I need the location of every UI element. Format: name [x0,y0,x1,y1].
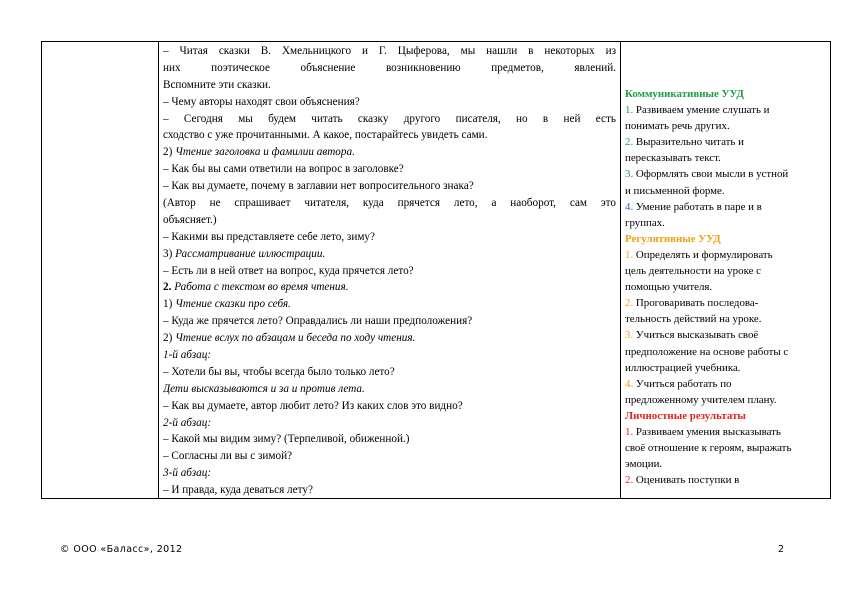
lesson-line [163,43,616,60]
uud-item-text: Учиться работать по [633,377,732,390]
uud-item-text: группах. [625,216,665,229]
line-text: Вспомните эти сказки. [163,78,271,91]
uud-item-number: 1. [625,425,634,438]
uud-item-text: и письменной форме. [625,184,725,197]
uud-line [625,408,827,424]
uud-item-text: Выразительно читать и [633,136,744,149]
uud-section-heading: Регулятивные УУД [625,232,721,245]
lesson-line [163,381,616,398]
line-text: объясняет.) [163,213,217,226]
uud-line [625,311,827,327]
uud-line [625,183,827,199]
uud-item-number: 2. [625,297,634,310]
item-number: 2) [163,332,176,345]
uud-line [625,392,827,408]
uud-item-text: эмоции. [625,458,663,471]
uud-item-text: Учиться высказывать своё [633,329,759,342]
lesson-line [163,398,616,415]
uud-line [625,327,827,343]
line-text: – Есть ли в ней ответ на вопрос, куда прячется лето? [163,264,414,277]
table-empty-column [42,42,159,498]
italic-note: 2-й абзац: [163,416,212,429]
italic-note: Дети высказываются и за и против лета. [163,382,365,395]
uud-item-text: предположение на основе работы с [625,345,789,358]
uud-item-number: 3. [625,329,634,342]
uud-item-text: понимать речь других. [625,120,730,133]
uud-item-number: 2. [625,474,634,487]
lesson-line [163,364,616,381]
uud-item-text: своё отношение к героям, выражать [625,442,792,455]
lesson-line [163,465,616,482]
lesson-line [163,296,616,313]
lesson-line [163,448,616,465]
uud-line [625,86,827,102]
lesson-line [163,144,616,161]
lesson-line [163,195,616,212]
uud-line [625,166,827,182]
italic-note: Чтение сказки про себя. [175,298,291,311]
uud-line [625,440,827,456]
lesson-line [163,313,616,330]
lesson-line [163,279,616,296]
uud-item-text: цель деятельности на уроке с [625,265,761,278]
uud-item-text: Развиваем умение слушать и [633,104,770,117]
uud-item-number: 2. [625,136,634,149]
uud-line [625,360,827,376]
uud-line [625,456,827,472]
uud-line [625,134,827,150]
uud-line [625,118,827,134]
uud-item-number: 4. [625,377,634,390]
uud-item-text: помощью учителя. [625,281,713,294]
line-text: – Как вы думаете, почему в заглавии нет вопросительного знака? [163,180,474,193]
italic-note: Рассматривание иллюстрации. [175,247,326,260]
uud-line [625,247,827,263]
uud-line [625,376,827,392]
italic-note: 3-й абзац: [163,467,212,480]
lesson-line [163,94,616,111]
uud-item-text: Развиваем умения высказывать [633,425,781,438]
line-text: – Какой мы видим зиму? (Терпеливой, обиженной.) [163,433,410,446]
uud-item-number: 4. [625,200,634,213]
lesson-line [163,431,616,448]
line-text: – Куда же прячется лето? Оправдались ли наши предположения? [163,315,473,328]
lesson-line [163,347,616,364]
italic-note: 1-й абзац: [163,349,212,362]
uud-section-heading: Коммуникативные УУД [625,88,744,100]
italic-note: Чтение заголовка и фамилии автора. [175,146,355,159]
uud-line [625,150,827,166]
line-text: – И правда, куда деваться лету? [163,484,313,497]
lesson-line [163,77,616,94]
copyright-footer: © ООО «Баласс», 2012 [60,544,183,555]
line-text: – Какими вы представляете себе лето, зиму? [163,230,375,243]
page-number: 2 [778,544,785,555]
lesson-line [163,263,616,280]
lesson-line [163,229,616,246]
uud-line [625,344,827,360]
uud-item-text: предложенному учителем плану. [625,393,777,406]
lesson-line [163,482,616,499]
line-text: – Хотели бы вы, чтобы всегда было только лето? [163,365,395,378]
uud-item-text: тельность действий на уроке. [625,313,762,326]
line-text: – Согласны ли вы с зимой? [163,450,293,463]
uud-line [625,102,827,118]
line-text: – Как вы думаете, автор любит лето? Из каких слов это видно? [163,399,463,412]
italic-note: Чтение вслух по абзацам и беседа по ходу чтения. [175,332,416,345]
lesson-line [163,127,616,144]
uud-line [625,472,827,488]
lesson-line [163,330,616,347]
uud-line [625,263,827,279]
uud-section-heading: Личностные результаты [625,409,746,422]
lesson-content-column [159,42,621,498]
item-number: 1) [163,298,176,311]
line-text: сходство с уже прочитанными. А какое, постарайтесь увидеть сами. [163,129,488,142]
uud-column [621,42,830,498]
lesson-line [163,60,616,77]
uud-item-number: 1. [625,248,634,261]
line-text: – Сегодня мы будем читать сказку другого писателя, но в ней есть [163,112,616,125]
uud-item-text: Оценивать поступки в [633,474,740,487]
uud-item-text: пересказывать текст. [625,152,721,165]
lesson-line [163,212,616,229]
line-text: – Чему авторы находят свои объяснения? [163,95,360,108]
line-text: – Читая сказки В. Хмельницкого и Г. Цыферова, мы нашли в некоторых из [163,45,616,57]
line-text: (Автор не спрашивает читателя, куда прячется лето, а наоборот, сам это [163,197,616,210]
uud-item-text: Определять и формулировать [633,248,773,261]
item-number: 3) [163,247,176,260]
uud-line [625,295,827,311]
lesson-line [163,111,616,128]
uud-line [625,231,827,247]
uud-item-number: 3. [625,168,634,181]
uud-line [625,424,827,440]
lesson-line [163,178,616,195]
uud-item-text: Проговаривать последова- [633,297,759,310]
lesson-line [163,246,616,263]
lesson-line [163,415,616,432]
item-number: 2) [163,146,176,159]
line-text: них поэтическое объяснение возникновению предметов, явлений. [163,61,616,74]
uud-line [625,199,827,215]
uud-line [625,279,827,295]
uud-item-number: 1. [625,104,634,117]
item-number: 2. [163,281,175,294]
uud-line [625,215,827,231]
lesson-line [163,161,616,178]
uud-item-text: иллюстрацией учебника. [625,361,741,374]
lesson-table [41,41,831,499]
uud-item-text: Оформлять свои мысли в устной [633,168,789,181]
line-text: – Как бы вы сами ответили на вопрос в заголовке? [163,163,404,176]
italic-note: Работа с текстом во время чтения. [174,281,349,294]
uud-item-text: Умение работать в паре и в [633,200,762,213]
